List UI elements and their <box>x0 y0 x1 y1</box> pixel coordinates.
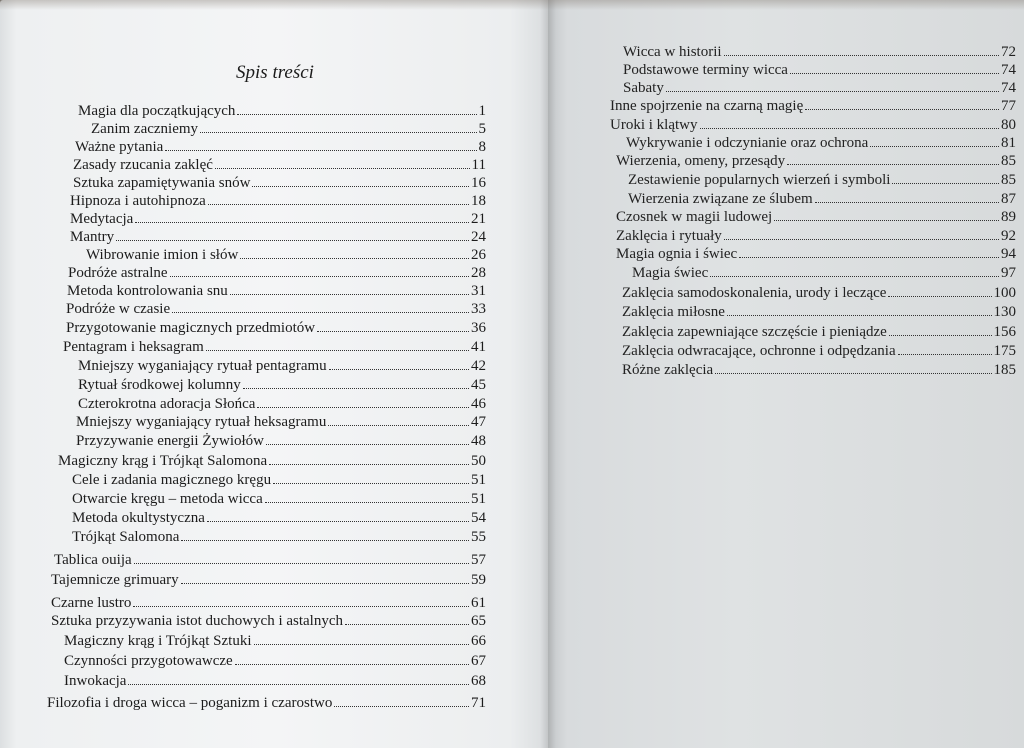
toc-entry-title: Wierzenia związane ze ślubem <box>628 191 813 207</box>
toc-entry <box>616 228 1016 245</box>
toc-entry-page: 11 <box>471 157 486 173</box>
toc-entry-title: Czterokrotna adoracja Słońca <box>78 396 256 412</box>
toc-entry-page: 21 <box>471 211 486 227</box>
dot-leader <box>345 614 469 625</box>
toc-entry <box>70 229 486 246</box>
dot-leader <box>200 122 476 133</box>
toc-entry <box>73 157 486 174</box>
toc-entry <box>632 265 1016 282</box>
dot-leader <box>715 363 991 374</box>
toc-entry <box>75 139 486 156</box>
dot-leader <box>815 192 999 203</box>
toc-entry-page: 185 <box>993 362 1016 378</box>
dot-leader <box>700 118 1000 129</box>
dot-leader <box>790 63 999 74</box>
toc-entry <box>78 377 486 394</box>
toc-heading: Spis treści <box>236 62 314 83</box>
toc-entry-page: 61 <box>471 595 486 611</box>
toc-entry <box>623 62 1016 79</box>
dot-leader <box>265 492 469 503</box>
toc-entry-page: 72 <box>1001 44 1016 60</box>
toc-entry-page: 33 <box>471 301 486 317</box>
toc-entry-title: Zaklęcia odwracające, ochronne i odpędzania <box>622 343 896 359</box>
toc-entry <box>58 453 486 470</box>
toc-entry-title: Podstawowe terminy wicca <box>623 62 788 78</box>
toc-entry-title: Magiczny krąg i Trójkąt Salomona <box>58 453 268 469</box>
toc-entry-title: Cele i zadania magicznego kręgu <box>72 472 272 488</box>
toc-entry-page: 94 <box>1001 246 1016 262</box>
toc-entry-title: Mantry <box>70 229 115 245</box>
toc-entry <box>64 633 486 650</box>
dot-leader <box>724 45 999 56</box>
toc-entry-page: 36 <box>471 320 486 336</box>
toc-entry-title: Sabaty <box>623 80 664 96</box>
toc-entry-page: 80 <box>1001 117 1016 133</box>
toc-entry <box>622 343 1016 360</box>
toc-entry-page: 26 <box>471 247 486 263</box>
toc-entry <box>76 433 486 450</box>
toc-entry-title: Pentagram i heksagram <box>63 339 204 355</box>
toc-entry-page: 48 <box>471 433 486 449</box>
toc-entry-page: 42 <box>471 358 486 374</box>
toc-entry-page: 8 <box>478 139 486 155</box>
toc-entry-title: Rytuał środkowej kolumny <box>78 377 241 393</box>
toc-entry-page: 74 <box>1001 62 1016 78</box>
dot-leader <box>739 247 999 258</box>
toc-entry <box>616 209 1016 226</box>
dot-leader <box>328 415 469 426</box>
dot-leader <box>898 344 992 355</box>
dot-leader <box>116 230 469 241</box>
toc-entry-title: Czarne lustro <box>51 595 132 611</box>
toc-entry-page: 59 <box>471 572 486 588</box>
toc-entry-page: 156 <box>993 324 1016 340</box>
toc-entry-page: 24 <box>471 229 486 245</box>
toc-entry <box>47 695 486 712</box>
toc-entry-page: 92 <box>1001 228 1016 244</box>
toc-entry <box>610 117 1016 134</box>
toc-entry <box>72 529 486 546</box>
toc-entry <box>72 510 486 527</box>
toc-entry-title: Metoda okultystyczna <box>72 510 205 526</box>
toc-entry-title: Sztuka przyzywania istot duchowych i astalnych <box>51 613 344 629</box>
dot-leader <box>892 173 999 184</box>
toc-entry-title: Zanim zaczniemy <box>91 121 199 137</box>
dot-leader <box>254 634 470 645</box>
dot-leader <box>170 266 469 277</box>
toc-entry-title: Inwokacja <box>64 673 127 689</box>
toc-entry-page: 1 <box>478 103 486 119</box>
toc-entry <box>70 193 486 210</box>
dot-leader <box>334 696 469 707</box>
toc-entry-title: Sztuka zapamiętywania snów <box>73 175 251 191</box>
toc-entry-title: Mniejszy wyganiający rytuał pentagramu <box>78 358 327 374</box>
toc-entry <box>73 175 486 192</box>
dot-leader <box>181 573 469 584</box>
dot-leader <box>666 81 999 92</box>
dot-leader <box>329 359 469 370</box>
toc-entry <box>72 491 486 508</box>
dot-leader <box>317 321 469 332</box>
toc-entry <box>610 98 1016 115</box>
toc-entry <box>622 285 1016 302</box>
toc-entry <box>64 653 486 670</box>
toc-entry-page: 16 <box>471 175 486 191</box>
dot-leader <box>235 654 469 665</box>
toc-entry-page: 87 <box>1001 191 1016 207</box>
dot-leader <box>787 154 999 165</box>
toc-entry <box>626 135 1016 152</box>
toc-entry-page: 130 <box>993 304 1016 320</box>
toc-entry-page: 45 <box>471 377 486 393</box>
toc-entry-page: 46 <box>471 396 486 412</box>
toc-entry-title: Hipnoza i autohipnoza <box>70 193 206 209</box>
toc-entry-title: Filozofia i droga wicca – poganizm i czarostwo <box>47 695 333 711</box>
toc-entry <box>64 673 486 690</box>
toc-entry-page: 28 <box>471 265 486 281</box>
dot-leader <box>172 302 469 313</box>
dot-leader <box>240 248 469 259</box>
toc-entry-page: 77 <box>1001 98 1016 114</box>
toc-entry-page: 85 <box>1001 172 1016 188</box>
toc-entry-title: Otwarcie kręgu – metoda wicca <box>72 491 263 507</box>
dot-leader <box>266 434 469 445</box>
toc-entry-title: Przyzywanie energii Żywiołów <box>76 433 265 449</box>
toc-entry-title: Metoda kontrolowania snu <box>67 283 228 299</box>
toc-entry <box>622 324 1016 341</box>
toc-entry <box>78 358 486 375</box>
dot-leader <box>889 325 992 336</box>
dot-leader <box>237 104 476 115</box>
toc-entry <box>622 362 1016 379</box>
dot-leader <box>207 511 469 522</box>
toc-entry <box>628 191 1016 208</box>
toc-entry <box>76 414 486 431</box>
toc-entry-title: Różne zaklęcia <box>622 362 714 378</box>
toc-entry <box>616 246 1016 263</box>
toc-entry-page: 97 <box>1001 265 1016 281</box>
dot-leader <box>252 176 469 187</box>
toc-entry-title: Uroki i klątwy <box>610 117 698 133</box>
toc-entry <box>66 320 486 337</box>
toc-entry <box>622 304 1016 321</box>
toc-entry <box>70 211 486 228</box>
toc-entry-title: Wierzenia, omeny, przesądy <box>616 153 786 169</box>
toc-entry-title: Zaklęcia zapewniające szczęście i pieniądze <box>622 324 887 340</box>
toc-entry-page: 74 <box>1001 80 1016 96</box>
dot-leader <box>215 158 470 169</box>
toc-entry-page: 66 <box>471 633 486 649</box>
dot-leader <box>727 305 992 316</box>
toc-entry-title: Podróże w czasie <box>66 301 171 317</box>
dot-leader <box>257 397 469 408</box>
toc-entry-page: 54 <box>471 510 486 526</box>
toc-entry-title: Przygotowanie magicznych przedmiotów <box>66 320 316 336</box>
toc-entry-title: Zasady rzucania zaklęć <box>73 157 213 173</box>
dot-leader <box>134 553 469 564</box>
toc-entry-title: Wibrowanie imion i słów <box>86 247 239 263</box>
toc-entry-page: 51 <box>471 491 486 507</box>
dot-leader <box>208 194 469 205</box>
toc-entry <box>623 44 1016 61</box>
toc-entry-page: 81 <box>1001 135 1016 151</box>
toc-entry-page: 55 <box>471 529 486 545</box>
page-top-shadow <box>0 0 1024 10</box>
toc-entry <box>78 103 486 120</box>
toc-entry-title: Zestawienie popularnych wierzeń i symboli <box>628 172 891 188</box>
toc-entry-title: Magiczny krąg i Trójkąt Sztuki <box>64 633 252 649</box>
toc-entry <box>72 472 486 489</box>
toc-entry <box>91 121 486 138</box>
toc-entry-title: Zaklęcia miłosne <box>622 304 725 320</box>
toc-entry-page: 89 <box>1001 209 1016 225</box>
toc-entry <box>51 595 486 612</box>
toc-entry-title: Czynności przygotowawcze <box>64 653 233 669</box>
toc-entry-page: 67 <box>471 653 486 669</box>
toc-entry-title: Zaklęcia samodoskonalenia, urody i leczące <box>622 285 887 301</box>
toc-entry <box>86 247 486 264</box>
toc-entry <box>67 283 486 300</box>
toc-entry-title: Czosnek w magii ludowej <box>616 209 773 225</box>
toc-entry-page: 85 <box>1001 153 1016 169</box>
toc-entry-page: 47 <box>471 414 486 430</box>
toc-entry-page: 100 <box>993 285 1016 301</box>
toc-entry-page: 175 <box>993 343 1016 359</box>
toc-entry-title: Magia świec <box>632 265 709 281</box>
toc-entry-title: Mniejszy wyganiający rytuał heksagramu <box>76 414 327 430</box>
toc-entry-title: Inne spojrzenie na czarną magię <box>610 98 804 114</box>
toc-entry-page: 50 <box>471 453 486 469</box>
dot-leader <box>133 596 469 607</box>
dot-leader <box>870 136 999 147</box>
dot-leader <box>710 266 999 277</box>
toc-entry <box>68 265 486 282</box>
toc-entry-title: Trójkąt Salomona <box>72 529 180 545</box>
toc-entry-page: 5 <box>478 121 486 137</box>
toc-entry-page: 57 <box>471 552 486 568</box>
dot-leader <box>269 454 469 465</box>
dot-leader <box>135 212 469 223</box>
toc-entry <box>66 301 486 318</box>
toc-entry-title: Wykrywanie i odczynianie oraz ochrona <box>626 135 869 151</box>
dot-leader <box>165 140 476 151</box>
toc-entry-page: 31 <box>471 283 486 299</box>
dot-leader <box>181 530 469 541</box>
dot-leader <box>128 674 469 685</box>
toc-entry-title: Magia dla początkujących <box>78 103 236 119</box>
dot-leader <box>206 340 469 351</box>
toc-entry <box>51 572 486 589</box>
book-gutter <box>540 0 556 748</box>
dot-leader <box>273 473 469 484</box>
toc-entry-page: 18 <box>471 193 486 209</box>
toc-entry <box>51 613 486 630</box>
dot-leader <box>774 210 999 221</box>
toc-entry-page: 41 <box>471 339 486 355</box>
toc-entry-title: Magia ognia i świec <box>616 246 738 262</box>
dot-leader <box>243 378 469 389</box>
toc-entry-page: 65 <box>471 613 486 629</box>
toc-entry-page: 51 <box>471 472 486 488</box>
toc-entry <box>63 339 486 356</box>
toc-entry-title: Wicca w historii <box>623 44 722 60</box>
dot-leader <box>888 286 991 297</box>
dot-leader <box>230 284 469 295</box>
toc-entry-page: 68 <box>471 673 486 689</box>
toc-entry-title: Zaklęcia i rytuały <box>616 228 722 244</box>
toc-entry <box>54 552 486 569</box>
right-page <box>548 0 1024 748</box>
toc-entry-title: Tajemnicze grimuary <box>51 572 179 588</box>
toc-entry-title: Medytacja <box>70 211 134 227</box>
toc-entry-title: Tablica ouija <box>54 552 132 568</box>
toc-entry-page: 71 <box>471 695 486 711</box>
dot-leader <box>805 99 999 110</box>
dot-leader <box>724 229 999 240</box>
toc-entry <box>623 80 1016 97</box>
toc-entry <box>616 153 1016 170</box>
toc-entry <box>628 172 1016 189</box>
toc-entry-title: Podróże astralne <box>68 265 168 281</box>
toc-entry <box>78 396 486 413</box>
toc-entry-title: Ważne pytania <box>75 139 164 155</box>
